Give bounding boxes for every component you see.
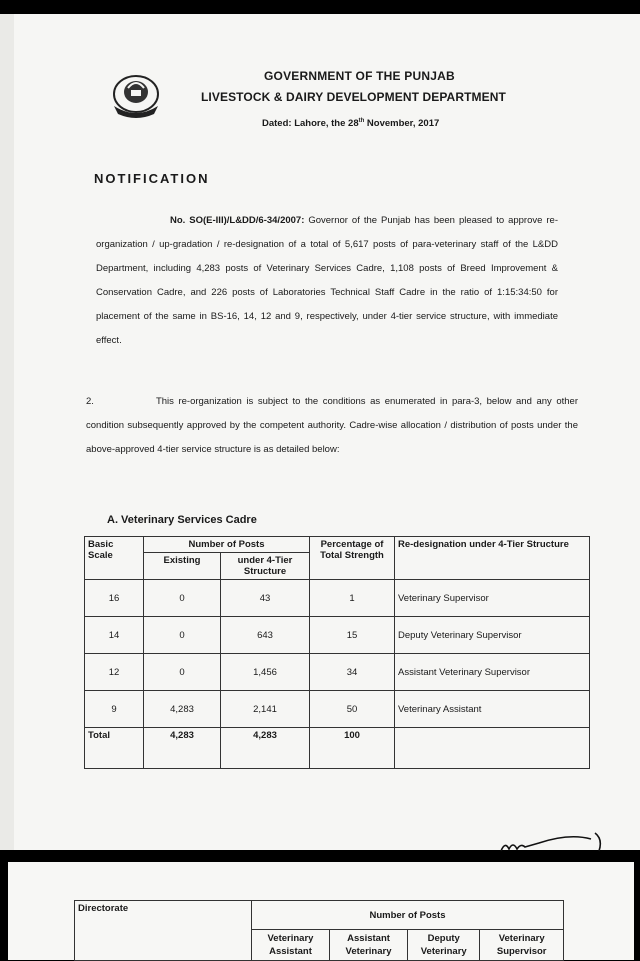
reference-number: No. SO(E-III)/L&DD/6-34/2007: xyxy=(170,215,305,226)
government-title: GOVERNMENT OF THE PUNJAB xyxy=(264,69,455,83)
notification-heading: NOTIFICATION xyxy=(94,171,210,186)
table-row: 16 0 43 1 Veterinary Supervisor xyxy=(85,580,590,617)
signature-mark xyxy=(499,829,609,859)
col-veterinary-assistant: Veterinary Assistant xyxy=(252,930,330,961)
col-existing: Existing xyxy=(144,553,221,580)
col-deputy-veterinary: Deputy Veterinary xyxy=(408,930,480,961)
paragraph-2: 2. This re-organization is subject to the conditions as enumerated in para-3, below and any other condition subsequently approved by the competent authority. Cadre-wise allocation / distribution of posts under the above-approved 4-tier service structure is as detailed below: xyxy=(86,396,578,455)
section-a-heading: A. Veterinary Services Cadre xyxy=(107,514,257,526)
col-redesignation: Re-designation under 4-Tier Structure xyxy=(395,537,590,580)
paragraph-1: No. SO(E-III)/L&DD/6-34/2007: Governor of the Punjab has been pleased to approve re-organization / up-gradation / re-designation of a total of 5,617 posts of para-veterinary staff of the L&DD Department, including 4,283 posts of Veterinary Services Cadre, 1,108 posts of Breed Improvement & Conservation Cadre, and 226 posts of Laboratories Technical Staff Cadre in the ratio of 1:15:34:50 for placement of the same in BS-16, 14, 12 and 9, respectively, under 4-tier service structure, with immediate effect. xyxy=(96,215,558,346)
department-title: LIVESTOCK & DAIRY DEVELOPMENT DEPARTMENT xyxy=(201,90,506,104)
col-basic-scale: Basic Scale xyxy=(85,537,144,580)
col-assistant-veterinary: Assistant Veterinary xyxy=(329,930,407,961)
continuation-page xyxy=(8,862,634,960)
notification-page xyxy=(0,14,640,850)
dated-line: Dated: Lahore, the 28th November, 2017 xyxy=(262,118,440,130)
table-total-row: Total 4,283 4,283 100 xyxy=(85,728,590,769)
col-veterinary-supervisor: Veterinary Supervisor xyxy=(480,930,564,961)
table-row: 12 0 1,456 34 Assistant Veterinary Supervisor xyxy=(85,654,590,691)
punjab-government-emblem xyxy=(110,70,162,120)
veterinary-cadre-table xyxy=(84,536,590,769)
table-row: 14 0 643 15 Deputy Veterinary Supervisor xyxy=(85,617,590,654)
col-number-of-posts: Number of Posts xyxy=(144,537,310,553)
col-under-4-tier: under 4-Tier Structure xyxy=(221,553,310,580)
col-number-of-posts: Number of Posts xyxy=(252,901,564,930)
col-directorate: Directorate xyxy=(75,901,252,961)
directorate-table xyxy=(74,900,564,961)
col-percentage: Percentage of Total Strength xyxy=(310,537,395,580)
table-row: 9 4,283 2,141 50 Veterinary Assistant xyxy=(85,691,590,728)
